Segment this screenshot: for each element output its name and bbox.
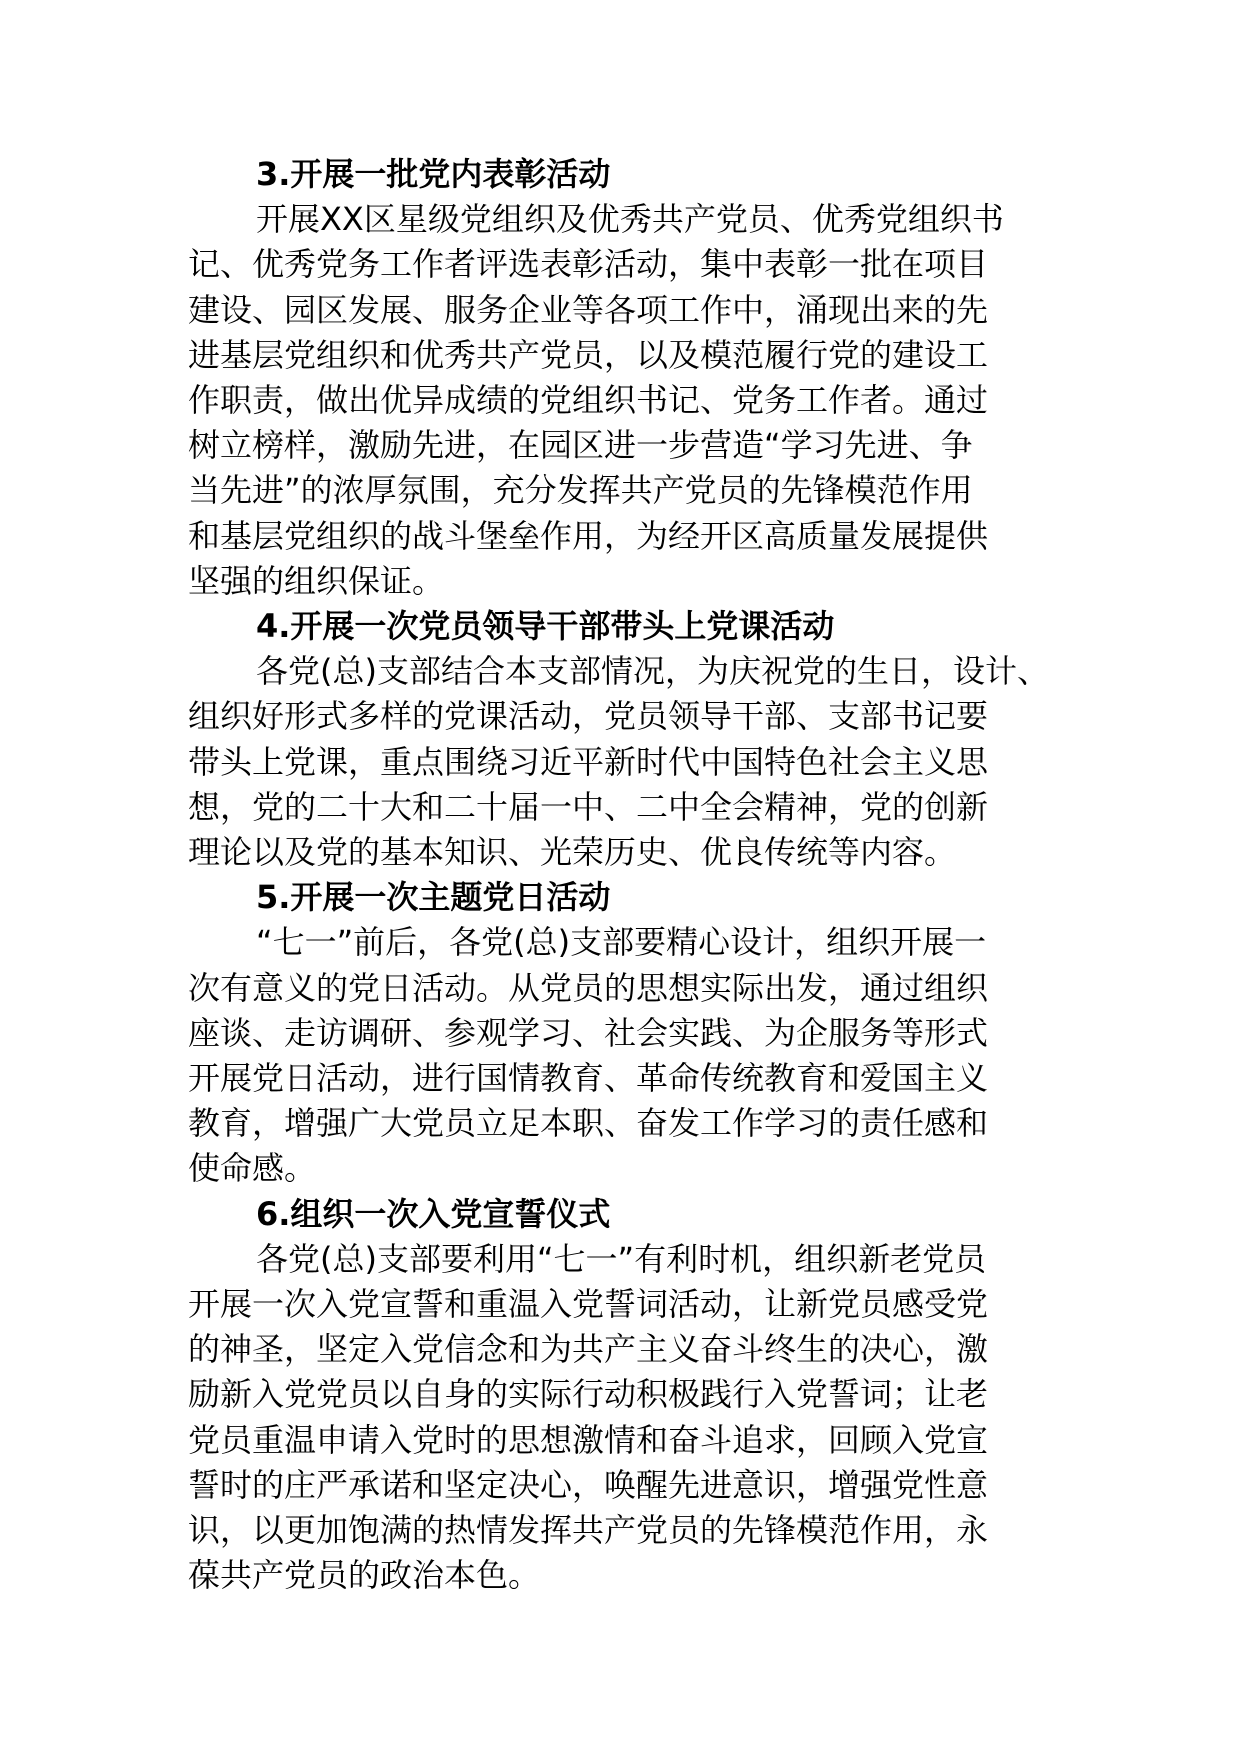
section-heading: 5.开展一次主题党日活动 bbox=[256, 878, 611, 917]
paragraph-line: 教育，增强广大党员立足本职、奋发工作学习的责任感和 bbox=[188, 1104, 989, 1143]
paragraph-line: 当先进”的浓厚氛围，充分发挥共产党员的先锋模范作用 bbox=[188, 471, 973, 510]
paragraph-line: 各党(总)支部要利用“七一”有利时机，组织新老党员 bbox=[256, 1239, 987, 1278]
section-3 bbox=[188, 152, 1063, 604]
paragraph-line: 座谈、走访调研、参观学习、社会实践、为企服务等形式 bbox=[188, 1013, 989, 1052]
paragraph-line: 树立榜样，激励先进，在园区进一步营造“学习先进、争 bbox=[188, 426, 973, 465]
paragraph-line: 誓时的庄严承诺和坚定决心，唤醒先进意识，增强党性意 bbox=[188, 1465, 989, 1504]
section-paragraph bbox=[188, 197, 1063, 604]
paragraph-line: 坚强的组织保证。 bbox=[188, 561, 445, 600]
paragraph-line: 开展党日活动，进行国情教育、革命传统教育和爱国主义 bbox=[188, 1059, 989, 1098]
section-paragraph bbox=[188, 1237, 1063, 1599]
paragraph-line: 励新入党党员以自身的实际行动积极践行入党誓词；让老 bbox=[188, 1375, 989, 1414]
paragraph-line: 次有意义的党日活动。从党员的思想实际出发，通过组织 bbox=[188, 968, 989, 1007]
paragraph-line: 进基层党组织和优秀共产党员，以及模范履行党的建设工 bbox=[188, 335, 989, 374]
paragraph-line: 理论以及党的基本知识、光荣历史、优良传统等内容。 bbox=[188, 833, 957, 872]
paragraph-line: 想，党的二十大和二十届一中、二中全会精神，党的创新 bbox=[188, 787, 989, 826]
paragraph-line: “七一”前后，各党(总)支部要精心设计，组织开展一 bbox=[256, 923, 987, 962]
paragraph-line: 开展XX区星级党组织及优秀共产党员、优秀党组织书 bbox=[256, 200, 1004, 239]
section-heading: 6.组织一次入党宣誓仪式 bbox=[256, 1194, 611, 1233]
paragraph-line: 党员重温申请入党时的思想激情和奋斗追求，回顾入党宣 bbox=[188, 1420, 989, 1459]
section-4 bbox=[188, 604, 1063, 875]
paragraph-line: 识，以更加饱满的热情发挥共产党员的先锋模范作用，永 bbox=[188, 1511, 989, 1550]
section-paragraph bbox=[188, 920, 1063, 1191]
paragraph-line: 建设、园区发展、服务企业等各项工作中，涌现出来的先 bbox=[188, 290, 989, 329]
section-5 bbox=[188, 875, 1063, 1191]
paragraph-line: 各党(总)支部结合本支部情况，为庆祝党的生日，设计、 bbox=[256, 652, 1049, 691]
paragraph-line: 的神圣，坚定入党信念和为共产主义奋斗终生的决心，激 bbox=[188, 1330, 989, 1369]
paragraph-line: 记、优秀党务工作者评选表彰活动，集中表彰一批在项目 bbox=[188, 245, 989, 284]
paragraph-line: 和基层党组织的战斗堡垒作用，为经开区高质量发展提供 bbox=[188, 516, 989, 555]
section-heading: 4.开展一次党员领导干部带头上党课活动 bbox=[256, 607, 835, 646]
paragraph-line: 使命感。 bbox=[188, 1149, 317, 1188]
section-paragraph bbox=[188, 649, 1063, 875]
section-heading: 3.开展一批党内表彰活动 bbox=[256, 155, 611, 193]
paragraph-line: 葆共产党员的政治本色。 bbox=[188, 1556, 541, 1595]
paragraph-line: 带头上党课，重点围绕习近平新时代中国特色社会主义思 bbox=[188, 742, 989, 781]
section-6 bbox=[188, 1192, 1063, 1599]
paragraph-line: 作职责，做出优异成绩的党组织书记、党务工作者。通过 bbox=[188, 381, 989, 420]
paragraph-line: 开展一次入党宣誓和重温入党誓词活动，让新党员感受党 bbox=[188, 1285, 989, 1324]
paragraph-line: 组织好形式多样的党课活动，党员领导干部、支部书记要 bbox=[188, 697, 989, 736]
document-page bbox=[188, 152, 1063, 1599]
